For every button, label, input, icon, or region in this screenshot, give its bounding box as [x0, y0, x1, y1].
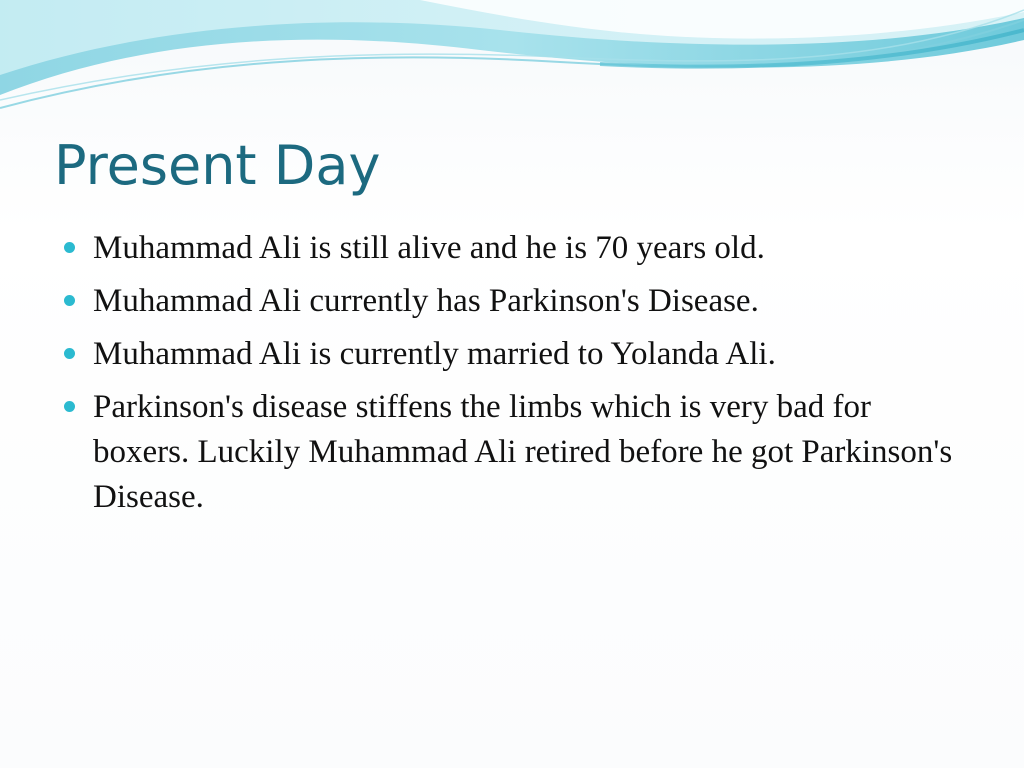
bullet-dot-icon [64, 295, 75, 306]
bullet-list [64, 226, 964, 528]
slide-title: Present Day [54, 134, 381, 197]
bullet-item [64, 332, 964, 377]
bullet-text: Muhammad Ali is currently married to Yolanda Ali. [93, 336, 776, 372]
header-wave-decoration [0, 0, 1024, 130]
bullet-text: Parkinson's disease stiffens the limbs which is very bad for boxers. Luckily Muhammad Ali retired before he got Parkinson's Disease. [93, 389, 953, 515]
bullet-text: Muhammad Ali currently has Parkinson's Disease. [93, 283, 759, 319]
bullet-dot-icon [64, 348, 75, 359]
bullet-text: Muhammad Ali is still alive and he is 70 years old. [93, 230, 765, 266]
bullet-item [64, 385, 964, 520]
bullet-dot-icon [64, 401, 75, 412]
bullet-dot-icon [64, 242, 75, 253]
bullet-item [64, 226, 964, 271]
bullet-item [64, 279, 964, 324]
